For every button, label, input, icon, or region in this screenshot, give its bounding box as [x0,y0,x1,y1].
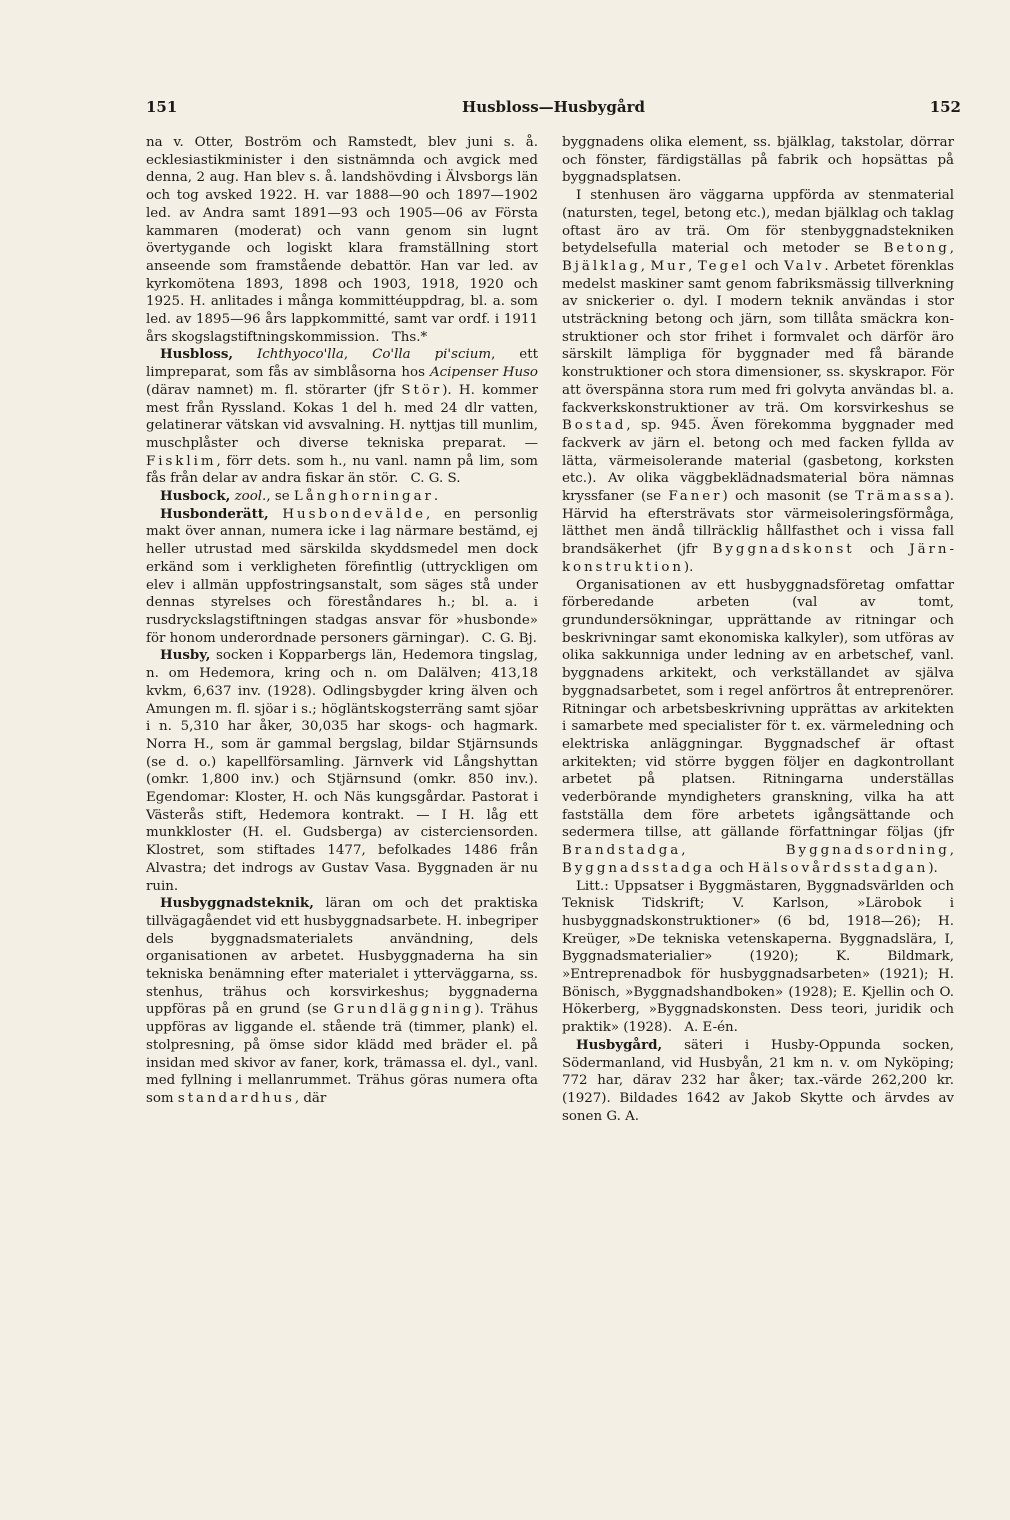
signature: C. G. Bj. [481,630,537,646]
signature: A. E-én. [684,1020,738,1036]
cross-reference: Bjälklag [562,258,641,274]
entry-husbonderatt: Husbonderätt, Husbondevälde, en personlig makt över annan, numera icke i lag närmare bestämd, ej heller utrustad med särskilda skyddsmedel men dock erkänd som i verkligheten förefintlig (uttryckligen om elev i allmän uppfostringsanstalt, som säges stå under dennas styrelses och föreståndares h.; bl. a. i rusdryckslagstiftningen stadgas ansvar för »husbonde» för honom underordnade personers gärningar). C. G. Bj. [146,505,538,646]
entry-husbyggnadsteknik: Husbyggnadsteknik, läran om och det praktiska tillvägagåendet vid ett husbyggnadsarbete. H. inbegriper dels byggnadsmaterialets användning, dels organisationen av arbetet. Husbyggnaderna ha sin tekniska benämning efter materialet i ytterväggarna, ss. stenhus, trähus och korsvirkeshus; byggnaderna uppföras på en grund (se Grundläggning). Trähus uppföras av liggande el. stående trä (timmer, plank) el. stolpresning, på ömse sidor klädd med bräder el. på insidan med skivor av faner, kork, trämassa el. dyl., vanl. med fyllning i mellanrummet. Trähus göras numera ofta som standardhus, där [146,895,538,1106]
signature: Ths.* [391,329,428,345]
cross-reference: Mur [650,258,689,274]
cross-reference: Stör [401,382,443,398]
cross-reference: Tegel [697,258,750,274]
entry-husbygard: Husbygård, säteri i Husby-Oppunda socken, Södermanland, vid Husbyån, 21 km n. v. om Nyköping; 772 har, därav 232 har åker; tax.-värde 262,200 kr. (1927). Bildades 1642 av Jakob Skytte och ärvdes av sonen G. A. [562,1036,954,1124]
paragraph-stenhus: I stenhusen äro väggarna uppförda av stenmaterial (natursten, tegel, betong etc.), medan bjälklag och taklag oftast äro av trä. Om för stenbyggnadstekniken betydelsefulla material och metoder se Betong, Bjälklag, Mur, Tegel och Valv. Arbetet förenklas medelst maskiner samt genom fabriksmässig tillverkning av snickerier o. dyl. I modern teknik användas i stor utsträckning betong och järn, som tillåta smäckra konstruktioner och stor frihet i formvalet och därför äro särskilt lämpliga för byggnader med få bärande konstruktioner och stora dimensioner, ss. skyskrapor. För att överspänna stora rum med fri golvyta användas bl. a. fackverkskonstruktioner av trä. Om korsvirkeshus se Bostad, sp. 945. Även förekomma byggnader med fackverk av järn el. betong och med facken fyllda av lätta, värmeisolerande material (gasbetong, korksten etc.). Av olika väggbeklädnadsmaterial böra nämnas kryssfaner (se Faner) och masonit (se Trämassa). Härvid ha eftersträvats stor värmeisoleringsförmåga, lätthet men ändå tillräcklig hållfasthet och i vissa fall brandsäkerhet (jfr Byggnadskonst och Järnkonstruktion). [562,188,955,575]
cross-reference: Byggnadsstadga [562,860,716,876]
cross-reference: Bostad [562,418,627,434]
right-column [562,134,954,1125]
literature-references: Litt.: Uppsatser i Byggmästaren, Byggnadsvärlden och Teknisk Tidskrift; V. Karlson, »Lärobok i husbyggnadskonstruktioner» (6 bd, 1918—26); H. Kreüger, »De tekniska vetenskaperna. Byggnadslära, I, Byggnadsmaterialier» (1920); K. Bildmark, »Entreprenadbok för husbyggnadsarbeten» (1921); H. Bönisch, »Byggnadshandboken» (1928); E. Kjellin och O. Hökerberg, »Byggnadskonsten. Dess teori, juridik och praktik» (1928). A. E-én. [562,878,954,1036]
cross-reference: Byggnadsordning [785,843,950,859]
headword: Husbygård, [576,1036,663,1053]
cross-reference: Faner [668,489,723,505]
cross-reference: Långhorningar [293,489,434,505]
cross-reference: Trämassa [855,489,945,505]
headword: Husbloss, [160,346,234,363]
headword: Husby, [160,647,211,664]
cross-reference: Grundläggning [333,1002,475,1018]
cross-reference: Järnkonstruktion [562,542,955,575]
cross-reference: Valv [784,258,825,274]
cross-reference: Byggnadskonst [712,542,855,558]
left-column [146,134,538,1108]
right-page-number: 152 [929,98,961,116]
headword: Husbonderätt, [160,505,269,522]
paragraph-organisation: Organisationen av ett husbyggnadsföretag omfattar förberedande arbeten (val av tomt, grundundersökningar, upprättande av ritningar och beskrivningar samt ekonomiska kalkyler), som utföras av olika sakkunniga under ledning av en arbetschef, vanl. byggnadens arkitekt, och verkställandet av själva byggnadsarbetet, som i regel anförtros åt entreprenörer. Ritningar och arbetsbeskrivning upprättas av arkitekten i samarbete med specialister för t. ex. värmeledning och elektriska anläggningar. Byggnadschef är oftast arkitekten; vid större byggen följer en dagkontrollant arbetet på platsen. Ritningarna underställas vederbörande myndigheters granskning, vilka ha att fastställa dem före arbetets igångsättande och sedermera tillse, att gällande författningar följas (jfr Brandstadga, Byggnadsordning, Byggnadsstadga och Hälsovårdsstadgan). [562,577,954,876]
cross-reference: Husbondevälde [282,506,426,522]
left-page-number: 151 [146,98,178,116]
entry-husbloss: Husbloss, Ichthyoco'lla, Co'lla pi'scium, ett limpreparat, som fås av simblåsorna hos Acipenser Huso (därav namnet) m. fl. störarter (jfr Stör). H. kommer mest från Ryssland. Kokas 1 del h. med 24 dlr vatten, gelatinerar vätskan vid avsvalning. H. nyttjas till munlim, muschplåster och diverse tekniska preparat. — Fisklim, förr dets. som h., nu vanl. namn på lim, som fås från delar av andra fiskar än stör. C. G. S. [146,346,538,487]
headword: Husbock, [160,488,231,505]
cross-reference: Hälsovårdsstadgan [747,860,929,876]
article-continuation: na v. Otter, Boström och Ramstedt, blev juni s. å. ecklesiastikminister i den sistnämnda och avgick med denna, 2 aug. Han blev s. å. landshövding i Älvsborgs län och tog avsked 1922. H. var 1888—90 och 1897—1902 led. av Andra samt 1891—93 och 1905—06 av Första kammaren (moderat) och vann genom sin lugnt övertygande och logiskt klara framställning stort anseende som framstående debattör. Han var led. av kyrkomötena 1893, 1898 och 1903, 1918, 1920 och 1925. H. anlitades i många kommittéuppdrag, bl. a. som led. av 1895—96 års lappkommitté, samt var ordf. i 1911 års skogslagstiftningskommission. Ths.* [146,135,538,345]
entry-husby: Husby, socken i Kopparbergs län, Hedemora tingslag, n. om Hedemora, kring och n. om Dalälven; 413,18 kvkm, 6,637 inv. (1928). Odlingsbygder kring älven och Amungen m. fl. sjöar i s.; högläntskogsterräng samt sjöar i n. 5,310 har åker, 30,035 har skogs- och hagmark. Norra H., som är gammal bergslag, bildar Stjärnsunds (se d. o.) kapellförsamling. Järnverk vid Långshyttan (omkr. 1,800 inv.) och Stjärnsund (omkr. 850 inv.). Egendomar: Kloster, H. och Näs kungsgårdar. Pastorat i Västerås stift, Hedemora kontrakt. — I H. låg ett munkkloster (H. el. Gudsberga) av cisterciensorden. Klostret, som stiftades 1477, befolkades 1486 från Alvastra; det indrogs av Gustav Vasa. Byggnaden är nu ruin. [146,647,538,894]
cross-reference: Brandstadga [562,843,682,859]
article-continuation: byggnadens olika element, ss. bjälklag, takstolar, dörrar och fönster, färdigställas på fabrik och hopsättas på byggnadsplatsen. [562,135,954,186]
signature: C. G. S. [410,471,461,487]
cross-reference: standardhus [177,1090,295,1106]
cross-reference: Fisklim [146,453,217,469]
running-title: Husbloss—Husbygård [462,98,645,116]
cross-reference: Betong [883,241,950,257]
headword: Husbyggnadsteknik, [160,895,314,912]
page-header [146,98,961,128]
entry-husbock: Husbock, zool., se Långhorningar. [160,488,439,505]
